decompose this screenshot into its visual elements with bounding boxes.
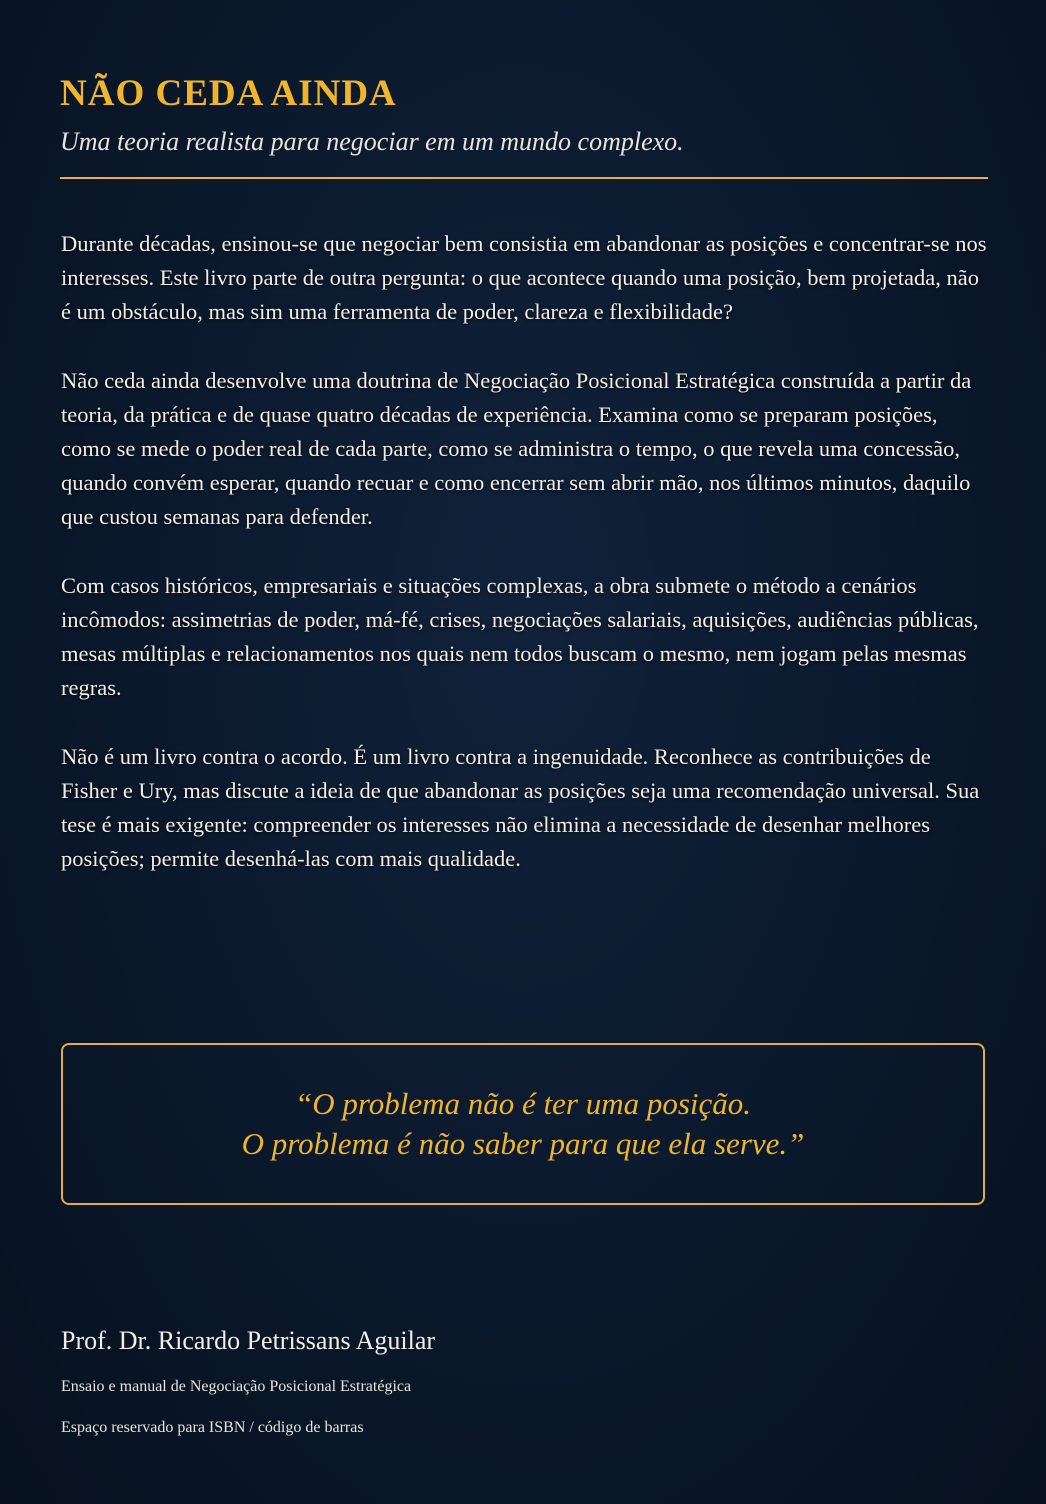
isbn-placeholder: Espaço reservado para ISBN / código de barras	[61, 1419, 364, 1436]
pull-quote-box	[61, 1043, 985, 1205]
book-title: NÃO CEDA AINDA	[60, 73, 397, 114]
book-subtitle: Uma teoria realista para negociar em um mundo complexo.	[60, 127, 684, 156]
synopsis-paragraph-4: Não é um livro contra o acordo. É um livro contra a ingenuidade. Reconhece as contribuições de Fisher e Ury, mas discute a ideia de que abandonar as posições seja uma recomendação universal. Sua tese é mais exigente: compreender os interesses não elimina a necessidade de desenhar melhores posições; permite desenhá-las com mais qualidade.	[61, 744, 980, 871]
pull-quote-line-1: “O problema não é ter uma posição.	[294, 1086, 752, 1121]
synopsis-paragraph-3: Com casos históricos, empresariais e situações complexas, a obra submete o método a cenários incômodos: assimetrias de poder, má-fé, crises, negociações salariais, aquisições, audiências públicas, mesas múltiplas e relacionamentos nos quais nem todos buscam o mesmo, nem jogam pelas mesmas regras.	[61, 573, 979, 700]
author-name: Prof. Dr. Ricardo Petrissans Aguilar	[61, 1326, 436, 1355]
title-divider	[60, 177, 988, 179]
synopsis-paragraph-1: Durante décadas, ensinou-se que negociar bem consistia em abandonar as posições e concentrar-se nos interesses. Este livro parte de outra pergunta: o que acontece quando uma posição, bem projetada, não é um obstáculo, mas sim uma ferramenta de poder, clareza e flexibilidade?	[61, 231, 987, 324]
synopsis-paragraph-2: Não ceda ainda desenvolve uma doutrina de Negociação Posicional Estratégica construída a partir da teoria, da prática e de quase quatro décadas de experiência. Examina como se preparam posições, como se mede o poder real de cada parte, como se administra o tempo, o que revela uma concessão, quando convém esperar, quando recuar e como encerrar sem abrir mão, nos últimos minutos, daquilo que custou semanas para defender.	[61, 368, 972, 529]
book-tagline: Ensaio e manual de Negociação Posicional Estratégica	[61, 1378, 412, 1395]
synopsis	[61, 227, 991, 911]
pull-quote-line-2: O problema é não saber para que ela serve.”	[241, 1126, 805, 1161]
